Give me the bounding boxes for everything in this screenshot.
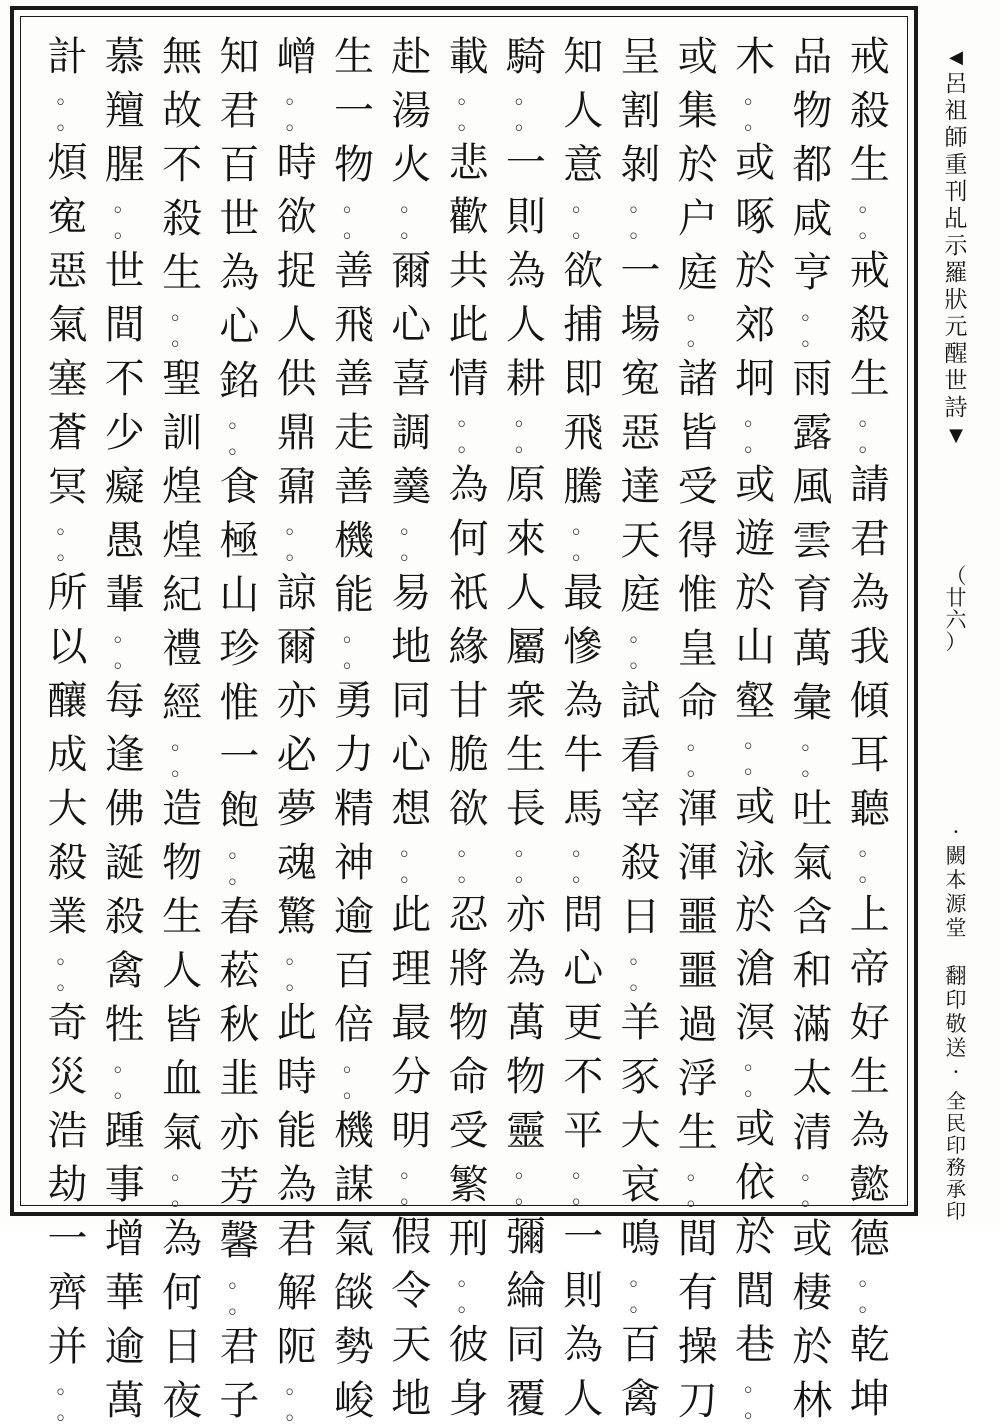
text-column: 或 集 於 户 庭 。 。 諸 皆 受 得 惟 皇 命 。 。 渾 渾 噩 噩 過 浮 生 。 。 間 有 操 刀 xyxy=(677,34,718,1424)
text-column: 戒 殺 生 。 。 戒 殺 生 。 。 請 君 為 我 傾 耳 聽 。 。 上 帝 好 生 為 懿 德 。 。 乾 坤 xyxy=(849,34,890,1422)
poem-text-area xyxy=(34,30,894,1425)
text-column: 知 人 意 。 。 欲 捕 即 飛 騰 。 。 最 慘 為 牛 馬 。 。 問 心 更 不 平 。 。 一 則 為 人 xyxy=(563,34,604,1422)
page-number: （ 廿 六 ） xyxy=(945,564,967,654)
text-column: 木 。 。 或 啄 於 郊 坰 。 。 或 遊 於 山 壑 。 。 或 泳 於 滄 溟 。 。 或 依 於 閭 巷 。 。 xyxy=(735,34,776,1423)
text-column: 計 。 。 煩 寃 惡 氣 塞 蒼 冥 。 。 所 以 釀 成 大 殺 業 。 。 奇 災 浩 劫 一 齊 并 。 。 xyxy=(47,34,88,1425)
text-column: 赴 湯 火 。 。 爾 心 喜 調 羹 。 。 易 地 同 心 想 。 。 此 理 最 分 明 。 。 假 令 天 地 xyxy=(391,34,432,1422)
text-column: 慕 羶 腥 。 。 世 間 不 少 癡 愚 輩 。 。 每 逢 佛 誕 殺 禽 牲 。 。 踵 事 增 華 逾 萬 xyxy=(104,34,145,1424)
text-column: 品 物 都 咸 亨 。 。 雨 露 風 雲 育 萬 彙 。 。 吐 氣 含 和 滿 太 清 。 。 或 棲 於 林 xyxy=(792,34,833,1424)
printer-note: 全 民 印 務 承 印 xyxy=(946,1089,966,1223)
text-column: 騎 。 。 一 則 為 人 耕 。 。 原 來 人 屬 衆 生 長 。 。 亦 為 萬 物 靈 。 。 彌 綸 同 覆 xyxy=(505,34,546,1422)
text-column: 知 君 百 世 為 心 銘 。 。 食 極 山 珍 惟 一 飽 。 。 春 菘 秋 韭 亦 芳 馨 。 。 君 子 xyxy=(219,34,260,1424)
text-column: 嶒 。 。 時 欲 捉 人 供 鼎 鼐 。 。 諒 爾 亦 必 夢 魂 驚 。 。 此 時 能 為 君 解 阨 。 。 xyxy=(276,34,317,1425)
page-margin xyxy=(922,30,990,1223)
text-column: 載 。 。 悲 歡 共 此 情 。 。 為 何 祇 緣 甘 脆 欲 。 。 忍 將 物 命 受 繁 刑 。 。 彼 身 xyxy=(448,34,489,1422)
text-column: 生 一 物 。 。 善 飛 善 走 善 機 能 。 。 勇 力 精 神 逾 百 倍 。 。 機 謀 氣 燄 勢 峻 xyxy=(334,34,374,1424)
publisher-note: · 闕 本 源 堂 翻 印 敬 送 · xyxy=(945,820,967,1084)
book-title: ◀ 呂 祖 師 重 刊 乩 示 羅 狀 元 醒 世 詩 ▼ xyxy=(944,47,968,446)
text-column: 無 故 不 殺 生 。 。 聖 訓 煌 煌 紀 禮 經 。 。 造 物 生 人 皆 血 氣 。 。 為 何 日 夜 xyxy=(162,34,203,1424)
text-column: 呈 割 剝 。 。 一 場 寃 惡 達 天 庭 。 。 試 看 宰 殺 日 。 。 羊 豕 大 哀 鳴 。 。 百 禽 xyxy=(620,34,661,1422)
